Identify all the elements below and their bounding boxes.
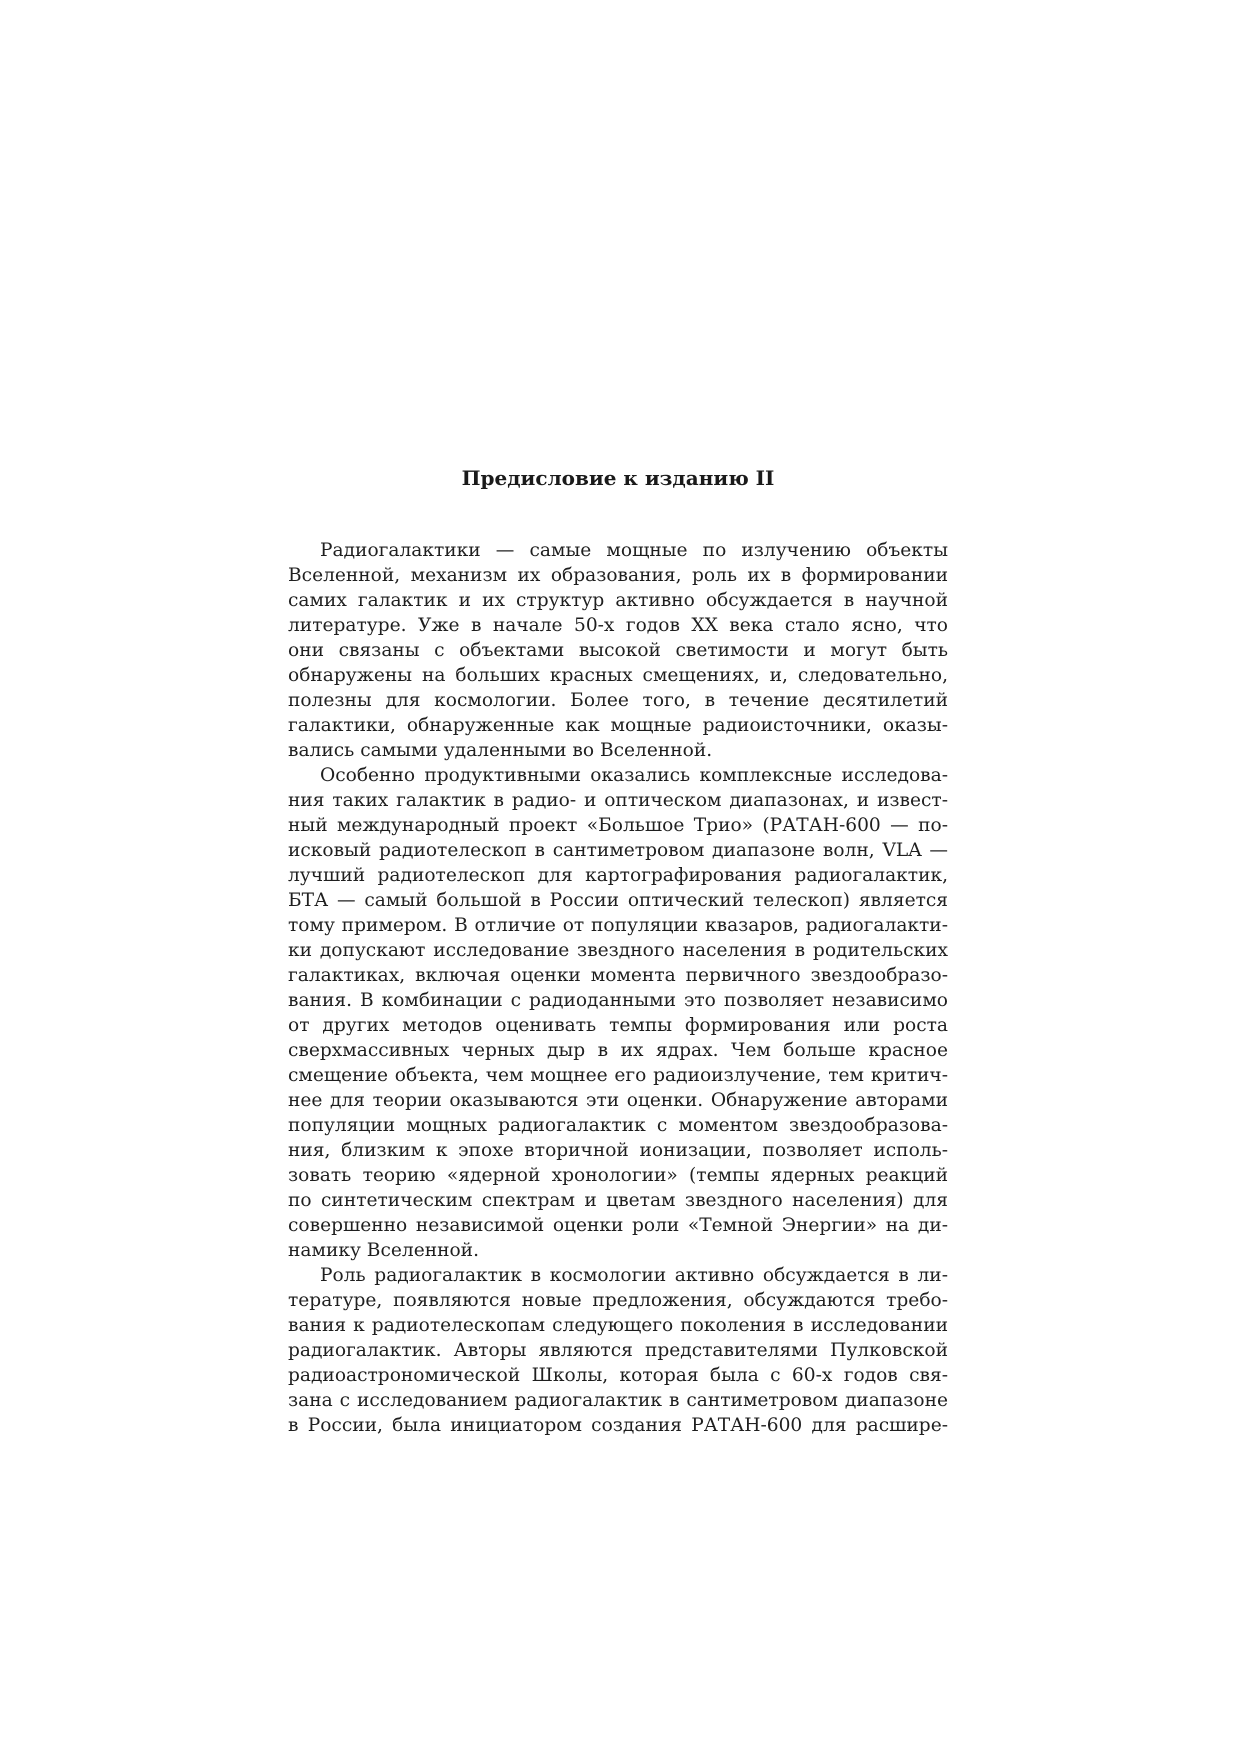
text-line: галактиках, включая оценки момента первичного звездообразо-: [288, 965, 948, 986]
text-line: они связаны с объектами высокой светимости и могут быть: [288, 640, 948, 661]
text-line: тому примером. В отличие от популяции квазаров, радиогалакти-: [288, 915, 948, 936]
text-line: исковый радиотелескоп в сантиметровом диапазоне волн, VLA —: [288, 840, 948, 861]
text-line: Вселенной, механизм их образования, роль их в формировании: [288, 565, 948, 586]
page-title: Предисловие к изданию II: [461, 466, 775, 490]
text-line: ный международный проект «Большое Трио» (РАТАН-600 — по-: [288, 815, 948, 836]
text-line: Особенно продуктивными оказались комплексные исследова-: [320, 765, 948, 786]
text-line: Радиогалактики — самые мощные по излучению объекты: [320, 540, 948, 561]
text-line: литературе. Уже в начале 50-х годов XX века стало ясно, что: [288, 615, 948, 636]
text-line: радиогалактик. Авторы являются представителями Пулковской: [288, 1340, 948, 1361]
text-line: сверхмассивных черных дыр в их ядрах. Чем больше красное: [288, 1040, 948, 1061]
text-line: лучший радиотелескоп для картографирования радиогалактик,: [288, 865, 948, 886]
text-line: зана с исследованием радиогалактик в сантиметровом диапазоне: [288, 1390, 948, 1411]
text-line: нее для теории оказываются эти оценки. Обнаружение авторами: [288, 1090, 948, 1111]
text-line: полезны для космологии. Более того, в течение десятилетий: [288, 690, 948, 711]
text-line: совершенно независимой оценки роли «Темной Энергии» на ди-: [288, 1215, 948, 1236]
text-line: радиоастрономической Школы, которая была с 60-х годов свя-: [288, 1365, 948, 1386]
text-line: тературе, появляются новые предложения, обсуждаются требо-: [288, 1290, 948, 1311]
text-line: ния таких галактик в радио- и оптическом диапазонах, и извест-: [288, 790, 948, 811]
text-line: ки допускают исследование звездного населения в родительских: [288, 940, 948, 961]
text-line: БТА — самый большой в России оптический телескоп) является: [288, 890, 948, 911]
text-line: зовать теорию «ядерной хронологии» (темпы ядерных реакций: [288, 1165, 948, 1186]
text-line: в России, была инициатором создания РАТАН-600 для расшире-: [288, 1415, 948, 1436]
text-line: популяции мощных радиогалактик с моментом звездообразова-: [288, 1115, 948, 1136]
text-line: по синтетическим спектрам и цветам звездного населения) для: [288, 1190, 948, 1211]
text-line: обнаружены на больших красных смещениях, и, следовательно,: [288, 665, 948, 686]
text-line: вания. В комбинации с радиоданными это позволяет независимо: [288, 990, 948, 1011]
text-line: самих галактик и их структур активно обсуждается в научной: [288, 590, 948, 611]
text-line: вались самыми удаленными во Вселенной.: [288, 740, 713, 761]
text-line: ния, близким к эпохе вторичной ионизации, позволяет исполь-: [288, 1140, 948, 1161]
text-line: вания к радиотелескопам следующего поколения в исследовании: [288, 1315, 948, 1336]
text-line: от других методов оценивать темпы формирования или роста: [288, 1015, 948, 1036]
text-line: намику Вселенной.: [288, 1240, 479, 1261]
text-line: Роль радиогалактик в космологии активно обсуждается в ли-: [320, 1265, 948, 1286]
text-line: смещение объекта, чем мощнее его радиоизлучение, тем критич-: [288, 1065, 948, 1086]
text-line: галактики, обнаруженные как мощные радиоисточники, оказы-: [288, 715, 948, 736]
